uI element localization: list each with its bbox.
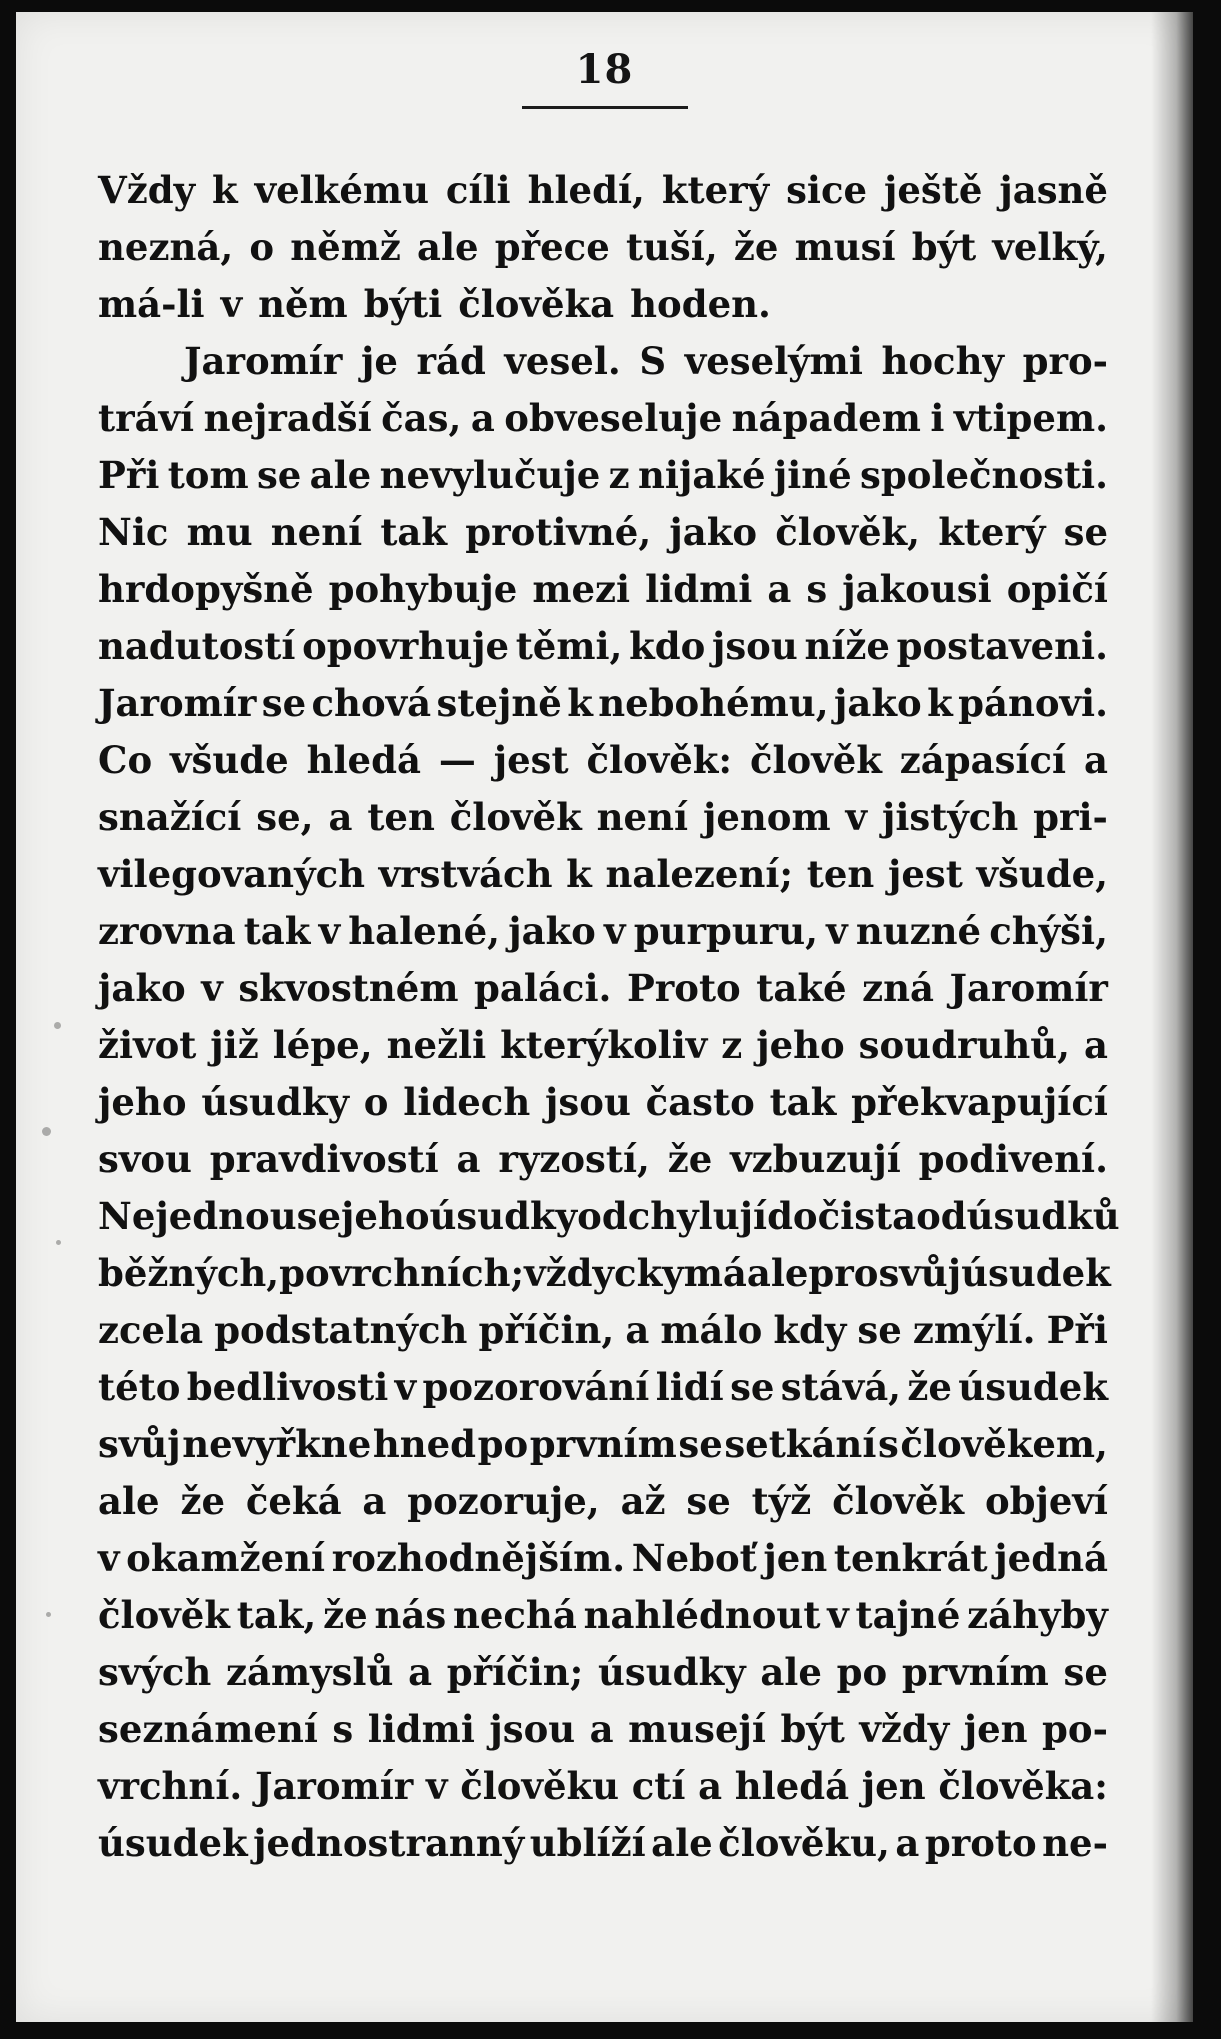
word: od <box>916 1194 967 1238</box>
word: vždy <box>859 1707 950 1751</box>
word: že <box>733 225 779 269</box>
word: nalezení; <box>605 852 794 896</box>
word: všude <box>170 738 289 782</box>
word: jako <box>98 966 186 1010</box>
word: překvapující <box>851 1080 1108 1124</box>
word: rozhodnějším. <box>331 1536 626 1580</box>
text-line <box>98 675 1108 732</box>
word: se <box>857 1308 902 1352</box>
text-line <box>98 618 1108 675</box>
word: pánovi. <box>958 681 1108 725</box>
word: po <box>477 1422 529 1466</box>
word: společnosti. <box>860 453 1108 497</box>
word: člověk: <box>586 738 733 782</box>
word: seznámení <box>98 1707 318 1751</box>
word: který <box>661 168 770 212</box>
word: musejí <box>628 1707 766 1751</box>
word: proto <box>924 1821 1037 1865</box>
word: jenom <box>702 795 831 839</box>
word: hned <box>372 1422 477 1466</box>
word: vzbuzují <box>730 1137 901 1181</box>
word: k <box>927 681 953 725</box>
word: se, <box>256 795 314 839</box>
word: těmi, <box>515 624 623 668</box>
word: úsudků <box>966 1194 1120 1238</box>
word: jest <box>887 852 963 896</box>
word: němž <box>290 225 401 269</box>
word: nadutostí <box>98 624 296 668</box>
word: zná <box>862 966 934 1010</box>
word: ještě <box>883 168 983 212</box>
word: chýši, <box>989 909 1108 953</box>
word: má-li <box>98 282 205 326</box>
word: tak <box>769 1080 837 1124</box>
word: mezi <box>532 567 631 611</box>
word: Nejednou <box>98 1194 297 1238</box>
word: vtipem. <box>953 396 1108 440</box>
word: všude, <box>976 852 1108 896</box>
word: zrovna <box>98 909 236 953</box>
word: jsou <box>545 1080 631 1124</box>
text-line <box>98 1473 1108 1530</box>
text-line <box>98 789 1108 846</box>
word: Neboť <box>631 1536 757 1580</box>
word: po <box>836 1650 888 1694</box>
word: v <box>220 282 243 326</box>
word: Při <box>1046 1308 1108 1352</box>
word: z <box>721 1023 743 1067</box>
word: přece <box>494 225 610 269</box>
word: se <box>730 1365 775 1409</box>
word: svůj <box>98 1422 181 1466</box>
word: jako <box>508 909 596 953</box>
header-rule <box>522 106 688 109</box>
word: být <box>780 1707 845 1751</box>
word: se <box>261 681 307 725</box>
text-line <box>98 333 1108 390</box>
word: lidí <box>655 1365 724 1409</box>
word: býti <box>363 282 443 326</box>
word: a <box>470 396 495 440</box>
word: nežli <box>386 1023 487 1067</box>
word: postaveni. <box>896 624 1108 668</box>
word: ale <box>417 225 479 269</box>
word: a <box>589 1707 614 1751</box>
word: a <box>767 567 792 611</box>
word: tajné <box>855 1593 961 1637</box>
word: nezná, <box>98 225 234 269</box>
word: setkání <box>724 1422 877 1466</box>
word: nevylučuje <box>379 453 601 497</box>
word: člověk <box>449 795 582 839</box>
word: jsou <box>711 624 798 668</box>
word: Při <box>98 453 160 497</box>
word: velký, <box>992 225 1108 269</box>
word: málo <box>660 1308 763 1352</box>
word: vilegovaných <box>98 852 366 896</box>
word: hledá <box>306 738 421 782</box>
text-line <box>98 1188 1120 1245</box>
word: pro <box>808 1251 879 1295</box>
word: hochy <box>881 339 1004 383</box>
word: s <box>332 1707 354 1751</box>
text-line <box>98 1530 1108 1587</box>
word: jistých <box>881 795 1019 839</box>
word: jako <box>669 510 758 554</box>
word: a <box>698 1764 723 1808</box>
word: Vždy <box>98 168 196 212</box>
word: člověk <box>749 738 882 782</box>
word: jen <box>861 1764 926 1808</box>
text-line <box>98 1587 1108 1644</box>
word: o <box>249 225 275 269</box>
word: svou <box>98 1137 192 1181</box>
text-line <box>98 1017 1108 1074</box>
word: jako <box>833 681 922 725</box>
word: po- <box>1042 1707 1108 1751</box>
word: v <box>827 1593 849 1637</box>
word: pohybuje <box>328 567 518 611</box>
word: příčin; <box>446 1650 584 1694</box>
word: ale <box>760 1650 822 1694</box>
word: člověku, <box>718 1821 890 1865</box>
word: v <box>826 909 848 953</box>
word: jasně <box>999 168 1108 212</box>
word: zcela <box>98 1308 204 1352</box>
word: člověka <box>458 282 615 326</box>
binding-shadow <box>1151 12 1193 2022</box>
word: úsudky <box>598 1650 746 1694</box>
word: lidech <box>403 1080 531 1124</box>
word: k <box>567 681 593 725</box>
word: člověkem, <box>900 1422 1108 1466</box>
word: vesel. <box>504 339 621 383</box>
word: v <box>426 1764 448 1808</box>
word: zmýlí. <box>912 1308 1036 1352</box>
word: člověk, <box>775 510 921 554</box>
word: stejně <box>436 681 562 725</box>
word: ale <box>746 1251 809 1295</box>
word: tom <box>167 453 249 497</box>
text-line <box>98 1302 1108 1359</box>
word: úsudky <box>201 1080 349 1124</box>
word: také <box>756 966 847 1010</box>
word: ctí <box>631 1764 686 1808</box>
word: ale <box>98 1479 160 1523</box>
word: Jaromír <box>949 966 1108 1010</box>
word: v <box>604 909 626 953</box>
ink-speck <box>42 1127 51 1136</box>
word: tak, <box>236 1593 317 1637</box>
word: opovrhuje <box>302 624 510 668</box>
word: týž <box>751 1479 812 1523</box>
word: jeho <box>756 1023 845 1067</box>
word: není <box>596 795 689 839</box>
word: že <box>667 1137 713 1181</box>
ink-speck <box>46 1612 51 1617</box>
text-line <box>98 1815 1108 1872</box>
word: úsudky <box>429 1194 578 1238</box>
word: povrchních; <box>279 1251 525 1295</box>
word: se <box>296 1194 342 1238</box>
word: snažící <box>98 795 242 839</box>
word: tak <box>243 909 311 953</box>
word: v <box>318 909 341 953</box>
text-line <box>98 1245 1111 1302</box>
word: Jaromír <box>254 1764 414 1808</box>
word: nápadem <box>731 396 921 440</box>
text-line <box>98 390 1108 447</box>
word: nevyřkne <box>182 1422 372 1466</box>
word: hoden. <box>630 282 771 326</box>
word: tenkrát <box>833 1536 988 1580</box>
page-number: 18 <box>575 46 634 93</box>
word: život <box>98 1023 197 1067</box>
word: kdo <box>629 624 706 668</box>
word: člověk <box>98 1593 230 1637</box>
word: a <box>1083 1023 1108 1067</box>
word: a <box>895 1821 920 1865</box>
text-line <box>98 162 1108 219</box>
word: objeví <box>984 1479 1108 1523</box>
word: něm <box>258 282 348 326</box>
text-line <box>98 1644 1108 1701</box>
word: stává, <box>780 1365 902 1409</box>
word: o <box>363 1080 389 1124</box>
word: ten <box>806 852 875 896</box>
word: hrdopyšně <box>98 567 314 611</box>
word: lidmi <box>367 1707 475 1751</box>
word: okamžení <box>126 1536 326 1580</box>
body-text <box>98 162 1120 1872</box>
text-line <box>98 732 1108 789</box>
word: Jaromír <box>98 681 257 725</box>
word: — <box>438 738 476 782</box>
word: kdy <box>773 1308 847 1352</box>
word: s <box>877 1422 899 1466</box>
word: nebohému, <box>598 681 829 725</box>
word: čas, <box>381 396 462 440</box>
word: člověku <box>460 1764 620 1808</box>
word: že <box>180 1479 225 1523</box>
word: člověka: <box>938 1764 1108 1808</box>
word: mu <box>186 510 253 554</box>
word: často <box>645 1080 755 1124</box>
word: z <box>608 453 630 497</box>
word: vrstvách <box>378 852 553 896</box>
word: sice <box>786 168 868 212</box>
text-line <box>98 276 1108 333</box>
word: ryzostí, <box>498 1137 650 1181</box>
word: v <box>394 1365 417 1409</box>
word: úsudek <box>961 1251 1111 1295</box>
word: tráví <box>98 396 195 440</box>
word: jen <box>963 1707 1028 1751</box>
word: a <box>408 1650 433 1694</box>
word: s <box>806 567 828 611</box>
word: ten <box>367 795 435 839</box>
word: hledí, <box>527 168 645 212</box>
word: opičí <box>1006 567 1108 611</box>
word: že <box>323 1593 368 1637</box>
word: ne- <box>1042 1821 1108 1865</box>
word: nechá <box>452 1593 577 1637</box>
word: chová <box>311 681 432 725</box>
word: čeká <box>245 1479 342 1523</box>
word: pri- <box>1033 795 1108 839</box>
word: obveseluje <box>504 396 723 440</box>
word: v <box>201 966 223 1010</box>
word: Jaromír <box>184 339 343 383</box>
word: purpuru, <box>633 909 819 953</box>
text-line <box>98 1701 1108 1758</box>
word: je <box>360 339 398 383</box>
word: se <box>256 453 302 497</box>
word: již <box>210 1023 259 1067</box>
word: vždycky <box>524 1251 684 1295</box>
word: protivné, <box>465 510 652 554</box>
word: jest <box>493 738 569 782</box>
word: být <box>911 225 977 269</box>
word: soudruhů, <box>858 1023 1071 1067</box>
word: svůj <box>878 1251 962 1295</box>
word: jedná <box>994 1536 1108 1580</box>
word: nás <box>374 1593 447 1637</box>
word: dočista <box>767 1194 917 1238</box>
word: úsudek <box>98 1821 248 1865</box>
text-line <box>98 1758 1108 1815</box>
word: této <box>98 1365 181 1409</box>
text-line <box>98 561 1108 618</box>
word: hledá <box>734 1764 850 1808</box>
word: v <box>98 1536 120 1580</box>
word: pozoruje, <box>407 1479 600 1523</box>
word: tak <box>380 510 448 554</box>
word: nuzné <box>855 909 982 953</box>
word: nejradší <box>203 396 372 440</box>
word: a <box>625 1308 650 1352</box>
word: se <box>678 1422 723 1466</box>
book-page <box>16 12 1193 2022</box>
word: paláci. <box>474 966 612 1010</box>
word: podstatných <box>214 1308 468 1352</box>
text-line <box>98 504 1108 561</box>
text-line <box>98 1416 1108 1473</box>
word: v <box>845 795 868 839</box>
word: se <box>1063 510 1108 554</box>
word: a <box>456 1137 481 1181</box>
word: velkému <box>254 168 429 212</box>
word: halené, <box>348 909 501 953</box>
word: podivení. <box>918 1137 1108 1181</box>
word: S <box>639 339 667 383</box>
word: svých <box>98 1650 212 1694</box>
text-line <box>98 219 1108 276</box>
word: jednostranný <box>253 1821 525 1865</box>
word: cíli <box>445 168 511 212</box>
word: k <box>566 852 592 896</box>
word: vrchní. <box>98 1764 243 1808</box>
word: jsou <box>489 1707 576 1751</box>
text-line <box>98 903 1108 960</box>
word: který <box>938 510 1046 554</box>
word: prvním <box>901 1650 1049 1694</box>
word: skvostném <box>238 966 459 1010</box>
word: musí <box>794 225 896 269</box>
text-line <box>98 447 1108 504</box>
word: zámyslů <box>225 1650 394 1694</box>
word: ublíží <box>529 1821 646 1865</box>
word: k <box>212 168 238 212</box>
word: ale <box>651 1821 713 1865</box>
word: i <box>930 396 945 440</box>
word: veselými <box>684 339 863 383</box>
word: má <box>683 1251 747 1295</box>
word: ale <box>309 453 372 497</box>
word: není <box>270 510 363 554</box>
word: Co <box>98 738 153 782</box>
text-line <box>98 1131 1108 1188</box>
word: a <box>328 795 353 839</box>
word: člověk <box>832 1479 965 1523</box>
word: zápasící <box>899 738 1067 782</box>
word: Proto <box>626 966 741 1010</box>
word: nahlédnout <box>583 1593 821 1637</box>
word: Nic <box>98 510 169 554</box>
word: záhyby <box>967 1593 1108 1637</box>
word: běžných, <box>98 1251 280 1295</box>
word: až <box>620 1479 666 1523</box>
word: příčin, <box>478 1308 615 1352</box>
ink-speck <box>56 1240 61 1245</box>
word: prvním <box>529 1422 677 1466</box>
word: lépe, <box>272 1023 373 1067</box>
word: a <box>362 1479 387 1523</box>
word: že <box>907 1365 952 1409</box>
word: jakousi <box>842 567 992 611</box>
word: bedlivosti <box>186 1365 389 1409</box>
word: rád <box>416 339 486 383</box>
text-line <box>98 1074 1108 1131</box>
word: jeho <box>341 1194 430 1238</box>
word: jen <box>763 1536 828 1580</box>
ink-speck <box>54 1022 61 1029</box>
word: jiné <box>773 453 852 497</box>
word: se <box>1063 1650 1108 1694</box>
word: pravdivostí <box>209 1137 439 1181</box>
word: odchylují <box>577 1194 768 1238</box>
text-line <box>98 846 1108 903</box>
word: níže <box>804 624 890 668</box>
word: nijaké <box>638 453 766 497</box>
word: jeho <box>98 1080 187 1124</box>
text-line <box>98 1359 1108 1416</box>
word: lidmi <box>645 567 753 611</box>
text-line <box>98 960 1108 1017</box>
word: kterýkoliv <box>500 1023 708 1067</box>
word: pro- <box>1022 339 1108 383</box>
word: se <box>686 1479 731 1523</box>
word: a <box>1084 738 1108 782</box>
word: úsudek <box>958 1365 1108 1409</box>
word: pozorování <box>422 1365 650 1409</box>
word: tuší, <box>625 225 718 269</box>
